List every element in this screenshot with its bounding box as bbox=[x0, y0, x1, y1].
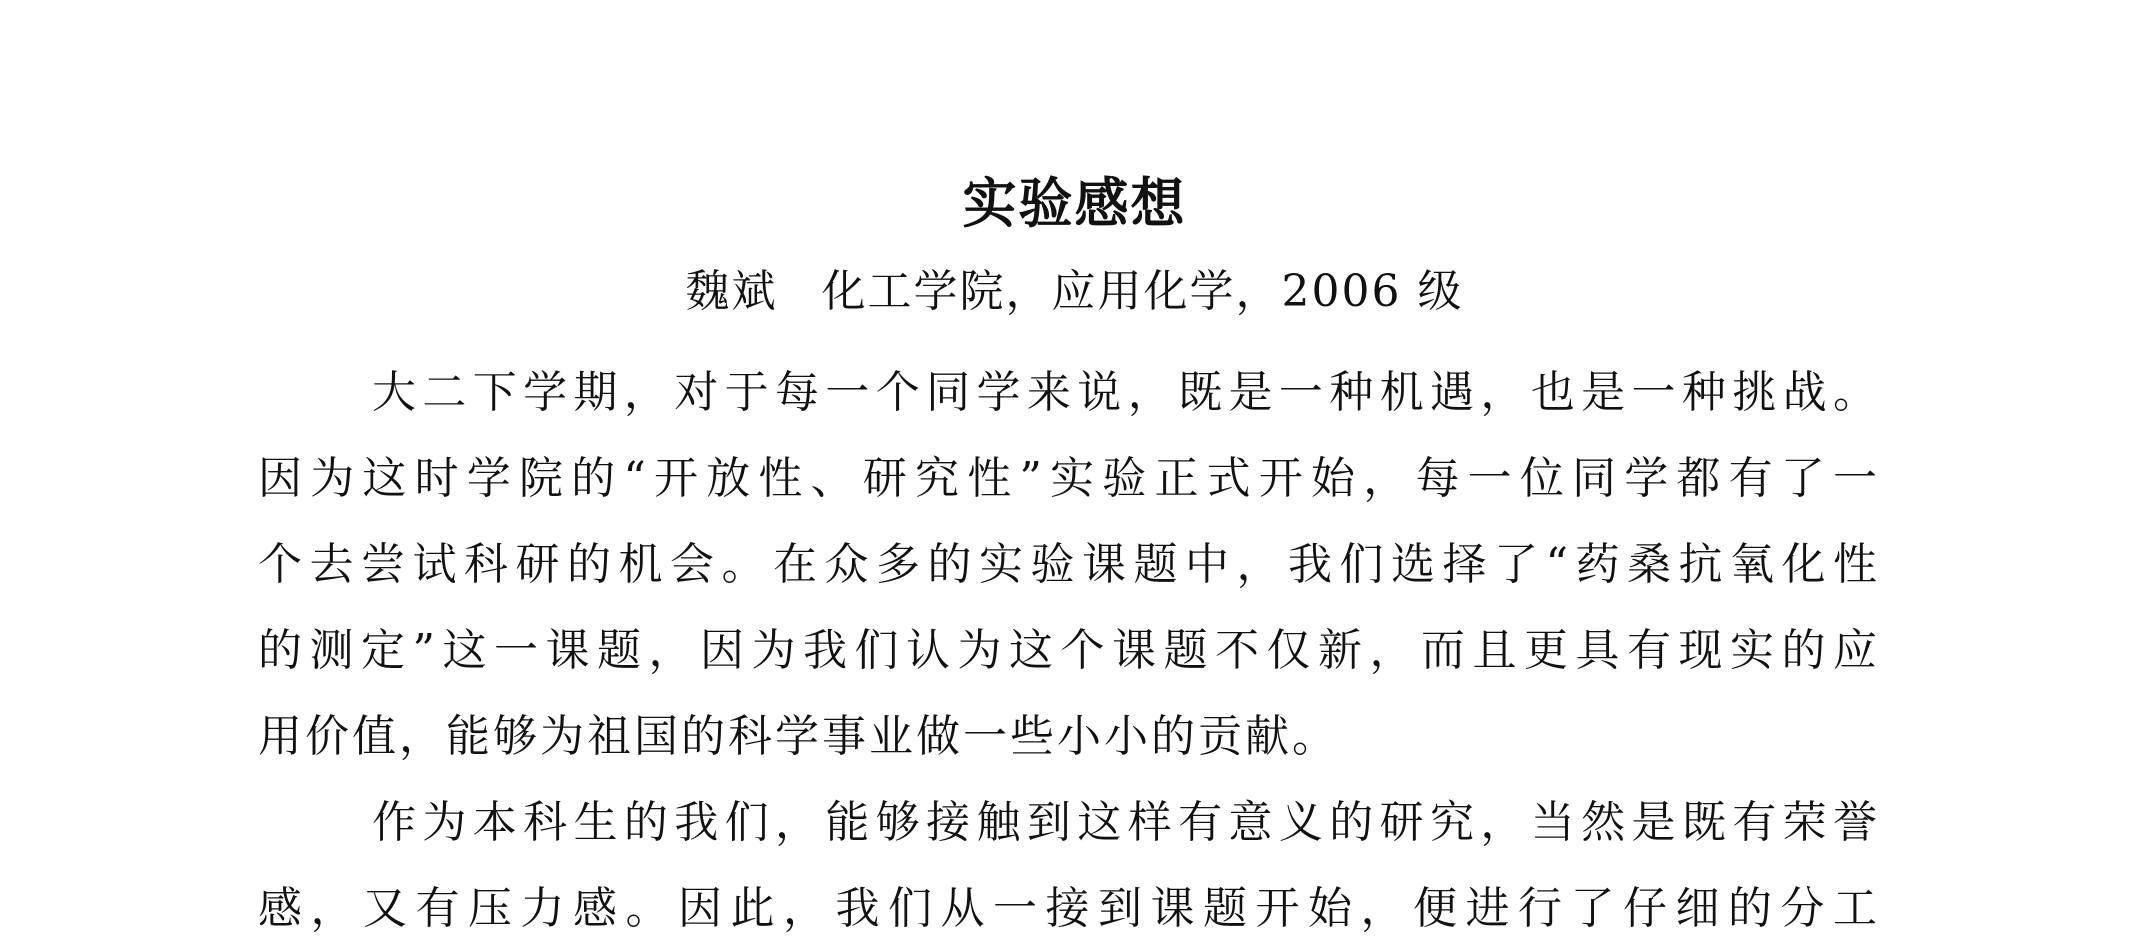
paragraph-line: 个去尝试科研的机会。在众多的实验课题中，我们选择了“药桑抗氧化性 bbox=[258, 539, 1878, 590]
author-affiliation: 化工学院，应用化学，2006 级 bbox=[821, 266, 1464, 317]
paragraph-line: 作为本科生的我们，能够接触到这样有意义的研究，当然是既有荣誉 bbox=[372, 797, 1878, 848]
paragraph-line: 因为这时学院的“开放性、研究性”实验正式开始，每一位同学都有了一 bbox=[258, 453, 1878, 504]
document-title: 实验感想 bbox=[962, 171, 1187, 235]
paragraph-line: 的测定”这一课题，因为我们认为这个课题不仅新，而且更具有现实的应 bbox=[258, 625, 1878, 676]
body-text bbox=[258, 350, 1878, 936]
paragraph-line: 感，又有压力感。因此，我们从一接到课题开始，便进行了仔细的分工 bbox=[258, 883, 1878, 934]
paragraph-line: 大二下学期，对于每一个同学来说，既是一种机遇，也是一种挑战。 bbox=[372, 367, 1878, 418]
paragraph-line: 用价值，能够为祖国的科学事业做一些小小的贡献。 bbox=[258, 711, 1339, 762]
author-name: 魏斌 bbox=[685, 266, 778, 317]
author-byline bbox=[0, 262, 2149, 322]
